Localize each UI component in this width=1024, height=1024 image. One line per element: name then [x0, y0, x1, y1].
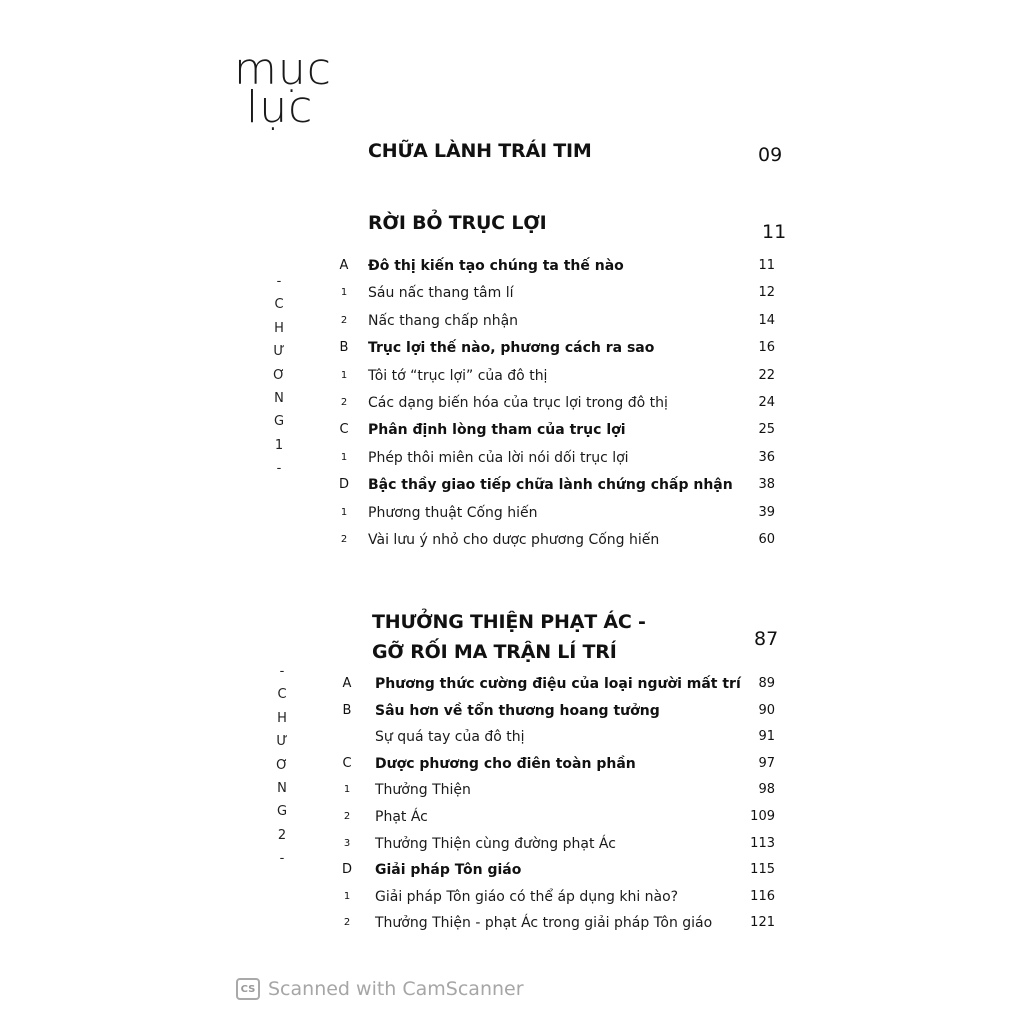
toc-entry-page: 121 — [750, 915, 775, 931]
toc-entry-marker: D — [338, 477, 349, 493]
toc-entry — [0, 753, 1024, 775]
toc-entry-page: 38 — [758, 477, 775, 493]
toc-entry — [0, 474, 1024, 496]
toc-entry-title: Dược phương cho điên toàn phần — [375, 755, 636, 772]
toc-entry-title: Phép thôi miên của lời nói dối trục lợi — [368, 449, 629, 466]
toc-entry — [0, 419, 1024, 441]
toc-entry-page: 98 — [758, 782, 775, 798]
toc-entry — [0, 779, 1024, 801]
part-title-line-2: GỠ RỐI MA TRẬN LÍ TRÍ — [372, 641, 617, 663]
chapter-label-letter: H — [277, 710, 287, 726]
toc-entry-title: Phương thuật Cống hiến — [368, 504, 538, 521]
toc-entry — [0, 502, 1024, 524]
toc-entry-title: Các dạng biến hóa của trục lợi trong đô thị — [368, 395, 668, 411]
scanner-watermark-text: Scanned with CamScanner — [268, 978, 524, 1000]
toc-entry — [0, 806, 1024, 828]
toc-entry-page: 90 — [758, 702, 775, 718]
part-page-number: 09 — [758, 144, 783, 166]
toc-title-line-1: mục — [234, 44, 332, 95]
toc-entry-marker: 1 — [343, 784, 351, 796]
chapter-label-letter: Ư — [276, 734, 288, 750]
toc-entry-marker: 1 — [343, 890, 351, 902]
chapter-label-letter: Ơ — [273, 367, 285, 383]
toc-entry-title: Phân định lòng tham của trục lợi — [368, 422, 626, 439]
chapter-label-letter: 1 — [274, 437, 284, 453]
chapter-label-letter: C — [277, 687, 287, 703]
toc-entry-page: 97 — [758, 755, 775, 771]
toc-entry — [0, 726, 1024, 748]
part-heading — [372, 607, 646, 667]
toc-entry-marker: 1 — [340, 287, 348, 299]
toc-entry — [0, 282, 1024, 304]
toc-entry-title: Vài lưu ý nhỏ cho dược phương Cống hiến — [368, 532, 660, 548]
toc-entry-title: Nấc thang chấp nhận — [368, 312, 519, 329]
toc-entry-title: Sâu hơn về tổn thương hoang tưởng — [375, 702, 660, 719]
toc-entry-title: Phương thức cường điệu của loại người mất trí — [375, 676, 741, 692]
toc-entry-marker: 2 — [340, 534, 348, 545]
toc-entry-title: Thưởng Thiện - phạt Ác trong giải pháp Tôn giáo — [375, 915, 713, 932]
chapter-label-letter: - — [279, 851, 285, 867]
part-heading — [368, 212, 547, 234]
part-page-number: 87 — [754, 628, 779, 650]
toc-entry-title: Thưởng Thiện — [375, 782, 471, 799]
toc-title-line-2: lục — [246, 82, 314, 133]
chapter-label-letter: Ư — [273, 344, 285, 360]
toc-entry-marker: C — [342, 755, 352, 771]
toc-entry-marker: 1 — [340, 451, 348, 463]
toc-entry-title: Trục lợi thế nào, phương cách ra sao — [368, 340, 655, 357]
toc-entry — [0, 700, 1024, 722]
toc-entry-marker: 2 — [340, 397, 348, 408]
chapter-label-letter: C — [274, 297, 284, 313]
toc-entry — [0, 886, 1024, 908]
toc-entry-page: 36 — [758, 449, 775, 465]
toc-entry — [0, 392, 1024, 414]
toc-entry-page: 109 — [750, 809, 775, 824]
toc-entry — [0, 529, 1024, 551]
toc-entry-title: Giải pháp Tôn giáo có thể áp dụng khi nào? — [375, 888, 679, 905]
toc-entry-page: 25 — [758, 422, 775, 438]
toc-entry-marker: C — [339, 422, 349, 438]
toc-entry-page: 91 — [758, 729, 775, 745]
toc-entry-marker: B — [339, 340, 349, 356]
chapter-label-letter: - — [279, 664, 285, 679]
camscanner-logo-icon: CS — [236, 978, 260, 1000]
toc-entry-title: Đô thị kiến tạo chúng ta thế nào — [368, 258, 624, 274]
toc-entry — [0, 673, 1024, 695]
toc-entry-marker: 3 — [343, 837, 351, 849]
toc-entry-page: 14 — [758, 312, 775, 328]
toc-entry-marker: D — [341, 862, 352, 878]
chapter-label-letter: - — [276, 461, 282, 477]
toc-entry — [0, 365, 1024, 387]
toc-entry-title: Sự quá tay của đô thị — [375, 729, 525, 746]
toc-entry-page: 60 — [758, 532, 775, 547]
toc-entry-page: 11 — [758, 258, 775, 273]
toc-entry-marker: 2 — [340, 314, 348, 326]
toc-entry-marker: 2 — [343, 917, 351, 929]
toc-entry-marker: 2 — [343, 811, 351, 822]
chapter-label-letter: G — [276, 804, 288, 820]
toc-entry-marker: 1 — [340, 506, 348, 518]
part-title: CHỮA LÀNH TRÁI TIM — [368, 140, 592, 162]
toc-entry-page: 39 — [758, 504, 775, 520]
toc-entry-page: 116 — [750, 888, 775, 904]
chapter-label-letter: N — [277, 780, 287, 796]
part-title: THƯỞNG THIỆN PHẠT ÁC - — [372, 611, 646, 633]
toc-entry — [0, 255, 1024, 277]
toc-entry — [0, 912, 1024, 934]
toc-entry-title: Sáu nấc thang tâm lí — [368, 285, 514, 302]
toc-entry-title: Thưởng Thiện cùng đường phạt Ác — [375, 835, 616, 852]
toc-entry-title: Giải pháp Tôn giáo — [375, 862, 522, 879]
toc-entry-page: 24 — [758, 395, 775, 410]
toc-entry-page: 16 — [758, 340, 775, 356]
toc-entry-page: 12 — [758, 285, 775, 301]
toc-entry-title: Bậc thầy giao tiếp chữa lành chứng chấp nhận — [368, 477, 733, 494]
chapter-label-letter: 2 — [277, 827, 287, 843]
toc-entry-marker: A — [342, 676, 352, 691]
toc-entry — [0, 310, 1024, 332]
scanner-watermark — [236, 976, 524, 1002]
toc-entry-page: 113 — [750, 835, 775, 851]
part-title: RỜI BỎ TRỤC LỢI — [368, 212, 547, 234]
toc-entry-marker: B — [342, 702, 352, 718]
toc-entry-page: 22 — [758, 367, 775, 383]
part-page-number: 11 — [762, 221, 787, 243]
chapter-label-letter: N — [274, 390, 284, 406]
toc-entry-marker: 1 — [340, 369, 348, 381]
toc-entry-page: 115 — [750, 862, 775, 878]
toc-entry-title: Phạt Ác — [375, 809, 428, 825]
chapter-label-letter: G — [273, 414, 285, 430]
toc-entry-page: 89 — [758, 676, 775, 691]
toc-entry-marker: A — [339, 258, 349, 273]
toc-entry — [0, 859, 1024, 881]
part-heading — [368, 140, 592, 162]
chapter-label-letter: - — [276, 274, 282, 289]
toc-entry-title: Tôi tớ “trục lợi” của đô thị — [368, 367, 548, 384]
toc-entry — [0, 447, 1024, 469]
toc-entry — [0, 337, 1024, 359]
chapter-label-letter: Ơ — [276, 757, 288, 773]
chapter-label-letter: H — [274, 320, 284, 336]
toc-entry — [0, 833, 1024, 855]
